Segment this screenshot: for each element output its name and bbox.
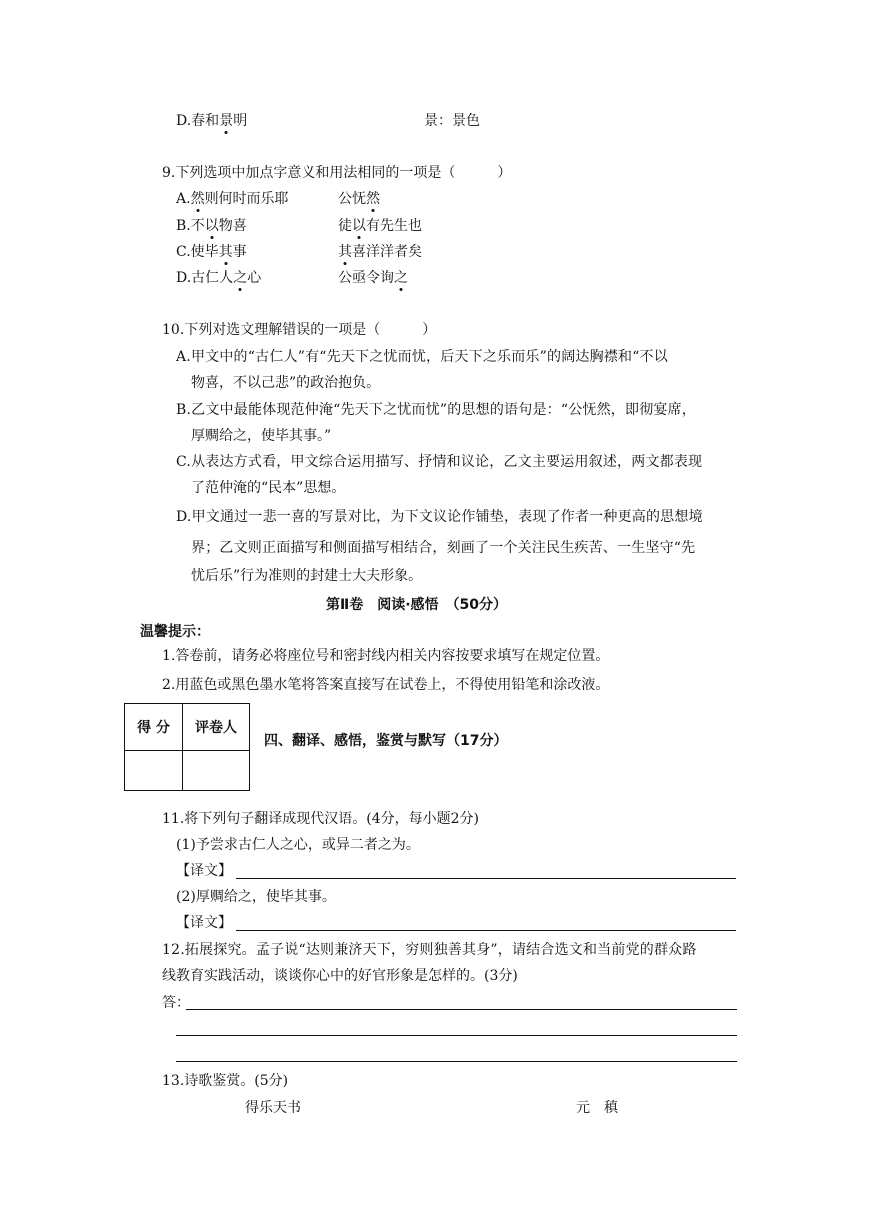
q10-line: 物喜，不以己悲”的政治抱负。 (191, 375, 381, 391)
q10-line: 忧后乐”行为准则的封建士大夫形象。 (191, 568, 423, 584)
q10-line: 了范仲淹的“民本”思想。 (191, 480, 346, 496)
q10-line: D.甲文通过一悲一喜的写景对比，为下文议论作铺垫，表现了作者一种更高的思想境 (176, 509, 703, 525)
q11-stem: 11.将下列句子翻译成现代汉语。(4分，每小题2分) (162, 811, 480, 827)
translation-label: 【译文】 (176, 915, 232, 931)
q9-option-c-right: 其喜洋洋者矣 (338, 244, 422, 260)
q11-sentence-2: (2)厚赒给之，使毕其事。 (176, 889, 336, 905)
q8-option-d: D.春和景明 (176, 113, 248, 129)
tip-line: 2.用蓝色或黑色墨水笔将答案直接写在试卷上，不得使用铅笔和涂改液。 (162, 677, 610, 693)
q10-line: A.甲文中的“古仁人”有“先天下之忧而忧，后天下之乐而乐”的阔达胸襟和“不以 (176, 349, 668, 365)
poem-author: 元 稹 (576, 1100, 618, 1116)
answer-line[interactable] (176, 1035, 737, 1036)
q10-line: 厚赒给之，使毕其事。” (191, 428, 332, 444)
emphasis-dot-char: 之 (233, 270, 248, 286)
q10-line: B.乙文中最能体现范仲淹“先天下之忧而忧”的思想的语句是：“公怃然，即彻宴席， (176, 402, 697, 418)
q9-option-d-right: 公亟令询之 (338, 270, 408, 286)
q9-option-b-right: 徒以有先生也 (338, 218, 422, 234)
part-four-title: 四、翻译、感悟，鉴赏与默写（17分） (264, 733, 508, 749)
q9-option-b-left: B.不以物喜 (176, 218, 247, 234)
q9-stem: 9.下列选项中加点字意义和用法相同的一项是（ ） (162, 165, 512, 181)
q11-sentence-1: (1)予尝求古仁人之心，或异二者之为。 (176, 837, 420, 853)
answer-line[interactable] (236, 878, 736, 879)
q10-line: 界；乙文则正面描写和侧面描写相结合，刻画了一个关注民生疾苦、一生坚守“先 (191, 540, 696, 556)
q12-line-1: 12.拓展探究。孟子说“达则兼济天下，穷则独善其身”，请结合选文和当前党的群众路 (162, 942, 697, 958)
emphasis-dot-char: 然 (366, 191, 380, 207)
grader-cell[interactable] (183, 751, 250, 791)
score-table (124, 703, 250, 791)
poem-title: 得乐天书 (245, 1100, 301, 1116)
q13-stem: 13.诗歌鉴赏。(5分) (162, 1073, 289, 1089)
q9-option-d-left: D.古仁人之心 (176, 270, 262, 286)
score-header: 得 分 (125, 704, 183, 751)
tip-line: 1.答卷前，请务必将座位号和密封线内相关内容按要求填写在规定位置。 (162, 648, 610, 664)
tips-label: 温馨提示： (140, 624, 210, 640)
answer-line[interactable] (186, 1009, 737, 1010)
q10-stem: 10.下列对选文理解错误的一项是（ ） (162, 322, 437, 338)
answer-line[interactable] (236, 930, 736, 931)
section-title: 第Ⅱ卷 阅读·感悟 （50分） (326, 597, 508, 613)
q10-line: C.从表达方式看，甲文综合运用描写、抒情和议论，乙文主要运用叙述，两文都表现 (176, 454, 703, 470)
emphasis-dot-char: 其 (338, 244, 352, 260)
emphasis-dot-char: 以 (204, 218, 219, 234)
q9-option-a-left: A.然则何时而乐耶 (176, 191, 289, 207)
q9-option-c-left: C.使毕其事 (176, 244, 247, 260)
answer-line[interactable] (176, 1061, 737, 1062)
score-cell[interactable] (125, 751, 183, 791)
grader-header: 评卷人 (183, 704, 250, 751)
emphasis-dot-char: 然 (190, 191, 205, 207)
emphasis-dot-char: 之 (394, 270, 408, 286)
answer-label: 答： (162, 995, 190, 1011)
q8-option-d-gloss: 景：景色 (424, 113, 480, 129)
emphasis-dot-char: 以 (352, 218, 366, 234)
translation-label: 【译文】 (176, 863, 232, 879)
q12-line-2: 线教育实践活动，谈谈你心中的好官形象是怎样的。(3分) (162, 968, 518, 984)
emphasis-dot-char: 其 (218, 244, 233, 260)
q9-option-a-right: 公怃然 (338, 191, 380, 207)
emphasis-dot-char: 景 (219, 113, 234, 129)
